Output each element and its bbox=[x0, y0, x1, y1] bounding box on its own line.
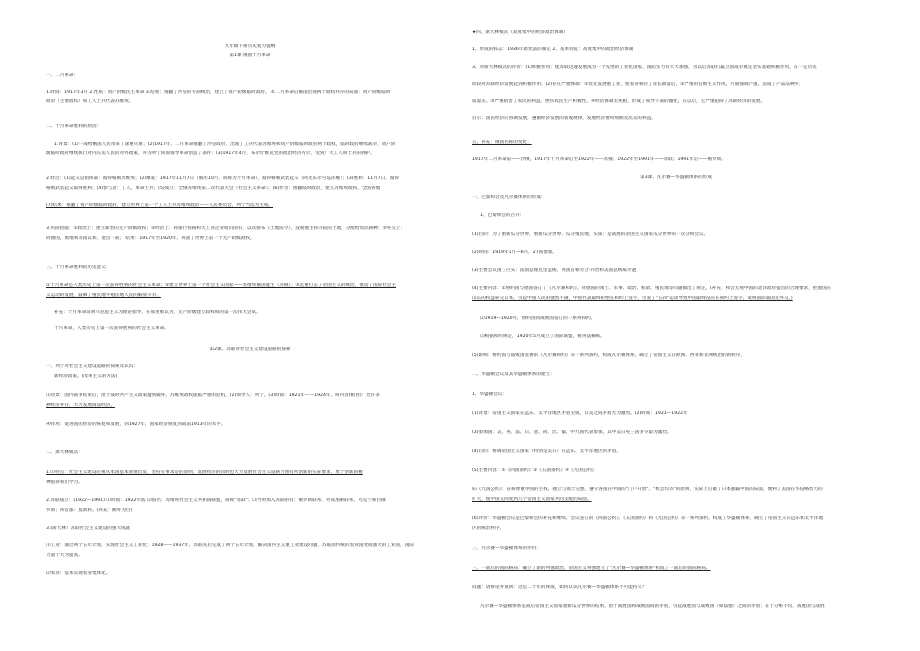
text-line: 1.时间：1917年3月 2.性质：资产阶级民主革命 3.结果：推翻了沙皇的专制统治，建立了资产阶级临时政府。 4.二月革命后俄国出现两个政权并存的局面：资产阶级临时 bbox=[46, 90, 391, 95]
text-line: 格勒武装起义取得胜利；(4)参与者：工人、革命士兵；(5)成立：全俄苏维埃第二次代表大会（社会主义革命）；(6)作为：推翻临时政府，建立苏维埃政权，全国各地 bbox=[46, 186, 381, 191]
lesson3-title: 第3课、凡尔赛—华盛顿体系的形成 bbox=[640, 175, 712, 180]
text-line: 神值得我们学习。 bbox=[46, 480, 83, 485]
text-line: (3)主要会议国三巨头：法国总理克里孟梭、英国首相劳合·乔治和美国总统威尔逊 bbox=[472, 268, 637, 273]
text-line: 山东的权益转交日本，引起中国人民的强烈不满，中国代表最终拒绝在和约上签字，引发了"五四"运动导致中国最终没有在和约上签字，说明国际弱国无外交。) bbox=[472, 296, 793, 301]
text-line: 2.经过：(1)起义总指挥部：彼得格勒苏维埃；(2)爆发：1917年11月7日（俄历10月，故称为十月革命），彼得格勒武装起义（阿芙乐尔号巡洋舰）；(3)胜利：11月7日，彼得 bbox=[46, 176, 399, 181]
text-line: 2.苏联成立：(1922—1991) ⑴时间：1922年底 ⑵国名：苏维埃社会主义共和国联盟，简称"苏联"；⑶当时加入苏联的有：俄罗斯联邦、外高加索联邦、乌克兰和白俄 bbox=[46, 498, 386, 503]
text-line: (3)参加国：美、英、法、日、意、荷、比、葡、中九国代表参加，其中美日英三国争夺最为激烈。 bbox=[472, 430, 672, 435]
text-line: (4)主要内容：①协约国与德国签订了《凡尔赛和约》。对德国的领土、军事、政治、赔款、殖民地等问题做出了规定。(补充：和会无视中国的北洋政府提出的合理要求，把德国在 bbox=[472, 286, 832, 291]
section-heading: 三、十月革命胜利的历史意义： bbox=[46, 265, 111, 270]
text-line: 义运动的发展，鼓舞了殖民地半殖民地人民的解放斗争。 bbox=[46, 293, 161, 298]
section-heading: 三、凡尔赛—华盛顿体系的评价： bbox=[472, 546, 541, 551]
text-line: 3、对斯大林模式的评价：(1)积极作用：使苏联迅速发展成为一个先进的工业化国家，国防实力有大大加强，为以后苏联打赢卫国战争奠定坚实基础积极作用。在一定历史 bbox=[472, 65, 817, 70]
text-line: ⑷作用：促进国民经济的恢复和发展，到1927年，国家经济恢复到战前1913年的水平。 bbox=[46, 422, 226, 427]
text-line: (4)目的：协调帝国主义国家（特别是美日）在远东、太平洋地区的矛盾。 bbox=[472, 449, 621, 454]
section-heading: 二、华盛顿会议及其华盛顿体系的建立： bbox=[472, 372, 555, 377]
text-line: 3.(斯大林）苏联社会主义建设的重大成就 bbox=[46, 526, 131, 531]
left-page bbox=[46, 0, 454, 651]
text-line: 1、形成的标志：1936年新宪法的制定 2、基本特征：高度集中的政治经济体制 bbox=[472, 47, 634, 52]
text-line: (2)时间：1919年1月—6月，27国参加。 bbox=[472, 250, 558, 255]
right-page bbox=[472, 0, 880, 651]
text-line: 问题：请辩论并说明：这是二十年的休战，如何认识凡尔赛—华盛顿体系不可能持久？ bbox=[472, 585, 647, 590]
lesson1-title: 第1课 俄国十月革命 bbox=[229, 53, 271, 58]
text-line: 3.巩固措施：①政治上：建立新型的无产阶级政权；②经济上：将银行铁路和大工业企业收归国有，以及颁布《土地法令》，没收地主和寺院的土地，分配给农民耕种；③外交上： bbox=[46, 226, 405, 231]
text-line: (1)背景：帝国主义国家在远东、太平洋地区矛盾尖锐，日美之间矛盾尤为激烈。(2)时间：1921—1922年 bbox=[472, 411, 688, 416]
text-line: 十月革命，人类历史上第一次获得胜利的社会主义革命。 bbox=[54, 326, 169, 331]
section-heading: 五、补充：俄国名称的变化： bbox=[472, 140, 532, 145]
text-line: 区的统治秩序。 bbox=[472, 526, 505, 531]
text-line: 补充：十月革命证明马克思主义为理论指导，在那里被认为，无产阶级建立政权和的第一次伟大尝试。 bbox=[54, 310, 261, 315]
section-heading: ★四、斯大林模式（高度集中的经济政治体制） bbox=[472, 30, 568, 35]
lesson2-title: 第2课、苏联对社会主义建设道路的探索 bbox=[209, 347, 291, 352]
section-heading: 一、二月革命： bbox=[46, 73, 79, 78]
text-line: 新经济政策。(改革主义的方法) bbox=[54, 374, 118, 379]
text-line: (1)目的：为了重新瓜分世界，重新瓜分世界、瓜分殖民地，实质：是战胜的帝国主义国家瓜分世界的一次分赃会议。 bbox=[472, 232, 709, 237]
text-line: 凡尔赛—华盛顿体系是战后帝国主义国家重新瓜分世界的结果。由于战胜国和战败国间的矛盾，引起战胜国与战败国（如法德）之间的矛盾；在于分赃不均，战胜国与战胜 bbox=[480, 604, 825, 609]
text-line: 力量十大为提高。 bbox=[46, 553, 83, 558]
text-line: (7)结果：推翻了资产阶级临时政府，建立世界上第一个工人士兵苏维埃政府——人民委员会，列宁当选为主席。 bbox=[46, 203, 274, 208]
document-title: 九年级下册历史复习提纲 bbox=[224, 44, 276, 49]
section-heading: 二、斯大林模式： bbox=[46, 450, 83, 455]
text-line: 阶段对苏联经济发展起到积极作用；(2)存在严重弊端：①优先发展重工业，使农业和轻工业长期落后，②严重的官僚主义作风，片面强调产值，造成了产品品种少， bbox=[472, 82, 804, 87]
text-line: ⑵农业：基本实现农业集体化。 bbox=[46, 571, 111, 576]
text-line: ⑴背景：国内战争结束后，由于战时共产主义政策遭到破坏，苏维埃政权面临严重的危机，(2)领导人：列宁。(3)时间：1921年——1924年，叫内容(粮食)：允许多 bbox=[46, 393, 380, 398]
text-line: 同德国、奥地利等国议和，退出一战； 结果：1917年至1920年，巩固了世界上第一个无产阶级政权。 bbox=[46, 236, 255, 241]
section-heading: 一、巴黎和会及凡尔赛体系的形成： bbox=[472, 195, 546, 200]
text-line: 扩大，使中国又回复到几个帝国主义国家共同支配的局面。 bbox=[472, 497, 592, 502]
text-line: ⑹《九国公约》：宣称尊重中国的主权、独立与领土完整，遵守各国在中国的"门户开放"、"机会均等"的原则，实际上打破了日本独霸中国的局面，便利了美国在华侵略势力的 bbox=[472, 487, 823, 492]
text-line: 1、华盛顿会议： bbox=[472, 392, 508, 397]
section-heading: 二、十月革命胜利的原因： bbox=[46, 124, 102, 129]
text-line: 级临时政府继续执行对内压迫人民的对外政策，并为列宁回国领导革命创造了条件；(3)1917年4月，布尔什维克党的政治经济方针，受到广大工人和士兵的拥护。 bbox=[46, 151, 375, 156]
text-line: 三、一战后的国际格局：确立了新的列强政治、帝国主义列强建立了"凡尔赛—华盛顿体系"构成了一战后的国际格局。 bbox=[472, 566, 711, 571]
text-line: ⑴工业：通过两个五年计划，实现社会主义工业化：1928——1937年，苏联先后完成了两个五年计划，解决国内主义重工业建设问题，苏联由传统的农业国变成强大的工业国，国际 bbox=[46, 543, 414, 548]
text-line: (5)影响：协约国与战败国签署的《凡尔赛和约》等一系列条约，构成凡尔赛体系，确立了帝国主义在欧洲、西亚和非洲统治的新秩序。 bbox=[472, 353, 745, 358]
text-line: 种经济并存，大力发展商品经济。 bbox=[46, 403, 115, 408]
text-line: 1、巴黎和会的召开： bbox=[480, 213, 525, 218]
text-line: 政府（主要政权）和工人士兵代表苏维埃。 bbox=[46, 99, 134, 104]
text-line: 启示：国民经济应协调发展，遵循经济发展的客观规律，发展经济要时刻顾及民众的利益。 bbox=[472, 116, 656, 121]
text-line: ⑶根据和约规定，1920年5月成立了国际联盟，被英法操纵。 bbox=[480, 334, 605, 339]
text-line: (6)评价：华盛顿会议是巴黎和会的补充和继续，会议签订的《四国公约》、《五国条约》和《九国公约》等一系列条约，构成了华盛顿体系，确立了帝国主义在远东和太平洋地 bbox=[472, 516, 824, 521]
text-line: 罗斯；⑷首都：莫斯科。(补充：额外为白) bbox=[46, 508, 133, 513]
text-line: ⑵1919—1920年，协约国同战败国签订的一系列和约。 bbox=[480, 316, 596, 321]
text-line: 1917年二月革命前——沙俄，1917年十月革命后至1922年——苏俄；1922年至1991年——苏联；1991年后——俄罗斯。 bbox=[472, 157, 726, 162]
text-line: 质量差。③严重损害了农民的利益，挫伤农民生产积极性。④经济体制太死板，形成了领导干部的僵化，在以后，它严重阻碍了苏联经济的发展。 bbox=[472, 99, 766, 104]
text-line: (5)主要内容：①《四国条约》②《五国条约》③《九国公约》 bbox=[472, 468, 597, 473]
text-line: 1.⑴特点：社会主义建设必须从本国基本国情出发，坚持实事求是的原则，发展经济的同时也大力发展社会主义道路力图有所创新的实际要求，勇于创新的精 bbox=[46, 470, 363, 475]
text-line: ①十月革命是人类历史上第一次获得胜利的社会主义革命；②建立世界上第一个社会主义国家——苏维埃俄国诞生（苏俄）；③沉重打击了帝国主义的统治，推动了国际社会主 bbox=[46, 283, 396, 288]
section-heading: 一、列宁对社会主义建设道路的探索及认识： bbox=[46, 364, 138, 369]
text-line: 1.背景：(1)一战给俄国人民带来了深重灾难；(2)1917年，二月革命推翻了沙皇政府，出现了工兵代表苏维埃和资产阶级临时政府两个政权，临时政府继续战争，资产阶 bbox=[54, 142, 396, 147]
